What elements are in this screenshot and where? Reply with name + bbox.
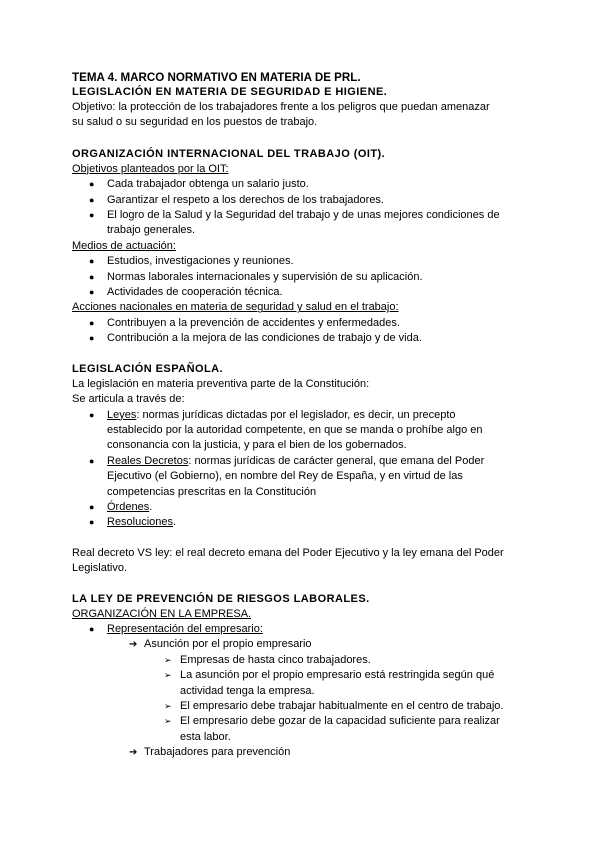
representation-list (72, 637, 560, 652)
bullet-icon: ● (89, 517, 95, 528)
bullet-icon: ● (89, 271, 95, 282)
chevron-icon: ➢ (164, 716, 172, 727)
list-item-leyes: ● Leyes: normas jurídicas dictadas por el legislador, es decir, un precepto (72, 408, 560, 423)
list-item: ➢ La asunción por el propio empresario está restringida según qué (72, 668, 560, 683)
org-title: ORGANIZACIÓN EN LA EMPRESA. (72, 607, 252, 620)
list-item-continuation: Ejecutivo (el Gobierno), en nombre del Rey de España, y en virtud de las (107, 470, 463, 483)
list-item-trabajadores: ➔ Trabajadores para prevención (72, 745, 560, 760)
bullet-icon: ● (89, 501, 95, 512)
bullet-icon: ● (89, 409, 95, 420)
chevron-icon: ➢ (164, 670, 172, 681)
list-item-representacion: ● Representación del empresario: (72, 622, 560, 637)
list-item-continuation: consonancia con la justicia, y para el bien de los gobernados. (107, 439, 407, 452)
section-heading-oit: ORGANIZACIÓN INTERNACIONAL DEL TRABAJO (OIT). (72, 147, 386, 160)
list-item-continuation: trabajo generales. (107, 224, 196, 237)
oit-means-list (72, 254, 560, 300)
spain-intro-line-2: Se articula a través de: (72, 393, 185, 406)
list-item-asuncion: ➔ Asunción por el propio empresario (72, 637, 560, 652)
section-heading-lprl: LA LEY DE PREVENCIÓN DE RIESGOS LABORALES. (72, 592, 370, 605)
compare-line-2: Legislativo. (72, 562, 128, 575)
bullet-icon: ● (89, 317, 95, 328)
chevron-icon: ➢ (164, 654, 172, 665)
list-item: ● Actividades de cooperación técnica. (72, 285, 560, 300)
list-item-continuation: actividad tenga la empresa. (180, 684, 315, 697)
spain-intro-line-1: La legislación en materia preventiva parte de la Constitución: (72, 377, 370, 390)
oit-objectives-title: Objetivos planteados por la OIT: (72, 162, 229, 175)
bullet-icon: ● (89, 179, 95, 190)
chevron-icon: ➢ (164, 701, 172, 711)
leyes-term: Leyes (107, 408, 137, 421)
objective-line-1: Objetivo: la protección de los trabajadores frente a los peligros que puedan amenazar (72, 101, 490, 113)
section-heading-legislacion: LEGISLACIÓN EN MATERIA DE SEGURIDAD E HIGIENE. (72, 86, 388, 98)
list-item-reales-decretos: ● Reales Decretos: normas jurídicas de carácter general, que emana del Poder (72, 454, 560, 469)
oit-means-title: Medios de actuación: (72, 239, 176, 252)
list-item: ● Contribución a la mejora de las condiciones de trabajo y de vida. (72, 331, 560, 346)
spain-sources-list (72, 408, 560, 531)
bullet-icon: ● (89, 455, 95, 466)
bullet-icon: ● (89, 194, 95, 205)
list-item: ● Garantizar el respeto a los derechos de los trabajadores. (72, 193, 560, 208)
list-item: ● Contribuyen a la prevención de accidentes y enfermedades. (72, 316, 560, 331)
objective-line-2: su salud o su seguridad en los puestos de trabajo. (72, 116, 318, 129)
list-item-ordenes: ● Órdenes. (72, 500, 560, 515)
document-title: TEMA 4. MARCO NORMATIVO EN MATERIA DE PRL. (72, 71, 361, 84)
oit-national-title: Acciones nacionales en materia de seguridad y salud en el trabajo: (72, 301, 399, 314)
org-list (72, 622, 560, 637)
oit-objectives-list (72, 177, 560, 239)
reales-decretos-term: Reales Decretos (107, 454, 189, 467)
spacer (72, 131, 560, 147)
list-item: ● Normas laborales internacionales y supervisión de su aplicación. (72, 270, 560, 285)
arrow-icon: ➔ (129, 747, 138, 759)
list-item-continuation: establecido por la autoridad competente, en que se manda o prohíbe algo en (107, 423, 483, 436)
resoluciones-term: Resoluciones (107, 516, 174, 529)
spacer (72, 347, 560, 362)
bullet-icon: ● (89, 210, 95, 221)
list-item-continuation: esta labor. (180, 730, 231, 743)
bullet-icon: ● (89, 287, 95, 298)
list-item: ● Estudios, investigaciones y reuniones. (72, 254, 560, 269)
compare-line-1: Real decreto VS ley: el real decreto emana del Poder Ejecutivo y la ley emana del Poder (72, 546, 504, 559)
bullet-icon: ● (89, 333, 95, 344)
arrow-icon: ➔ (129, 639, 138, 651)
oit-national-list (72, 316, 560, 347)
spacer (72, 531, 560, 546)
list-item: ➢ El empresario debe gozar de la capacidad suficiente para realizar (72, 714, 560, 729)
ordenes-term: Órdenes (107, 500, 150, 513)
representation-list-2 (72, 745, 560, 760)
bullet-icon: ● (89, 256, 95, 267)
list-item-resoluciones: ● Resoluciones. (72, 515, 560, 530)
list-item: ● Cada trabajador obtenga un salario justo. (72, 177, 560, 192)
spacer (72, 577, 560, 592)
list-item: ● El logro de la Salud y la Seguridad del trabajo y de unas mejores condiciones de (72, 208, 560, 223)
list-item: ➢ Empresas de hasta cinco trabajadores. (72, 653, 560, 668)
list-item-continuation: competencias prescritas en la Constitución (107, 485, 317, 498)
bullet-icon: ● (89, 623, 95, 634)
list-item: ➢ El empresario debe trabajar habitualmente en el centro de trabajo. (72, 699, 560, 714)
section-heading-spain: LEGISLACIÓN ESPAÑOLA. (72, 362, 224, 375)
assumption-list (72, 653, 560, 745)
